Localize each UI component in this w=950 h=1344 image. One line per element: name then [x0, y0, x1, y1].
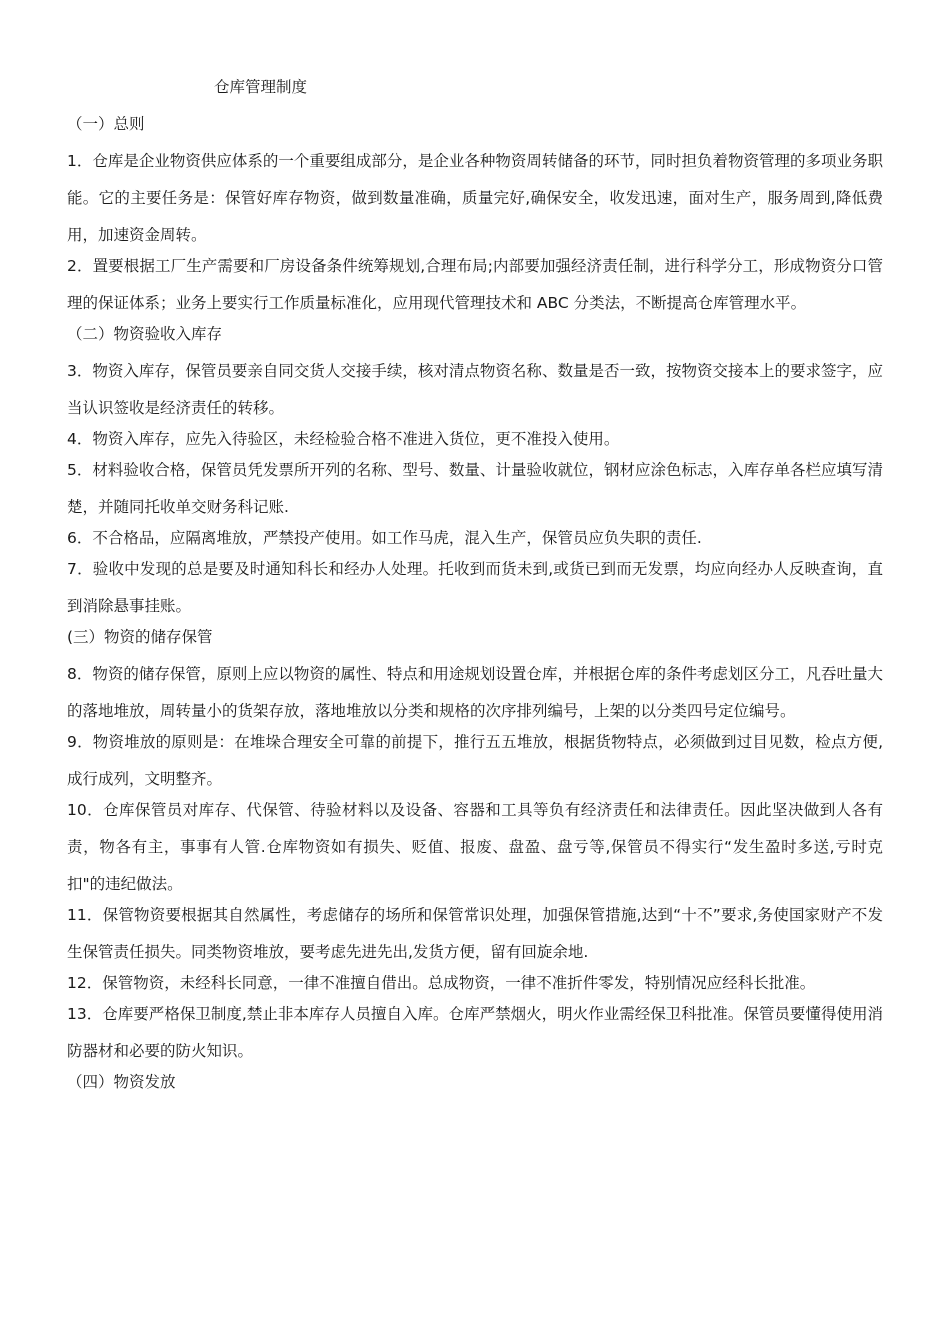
document-body: [67, 112, 883, 1107]
paragraph: 5．材料验收合格，保管员凭发票所开列的名称、型号、数量、计量验收就位，钢材应涂色标志，入库存单各栏应填写清楚，并随同托收单交财务科记账.: [67, 461, 883, 516]
paragraph: 1．仓库是企业物资供应体系的一个重要组成部分，是企业各种物资周转储备的环节，同时担负着物资管理的多项业务职能。它的主要任务是：保管好库存物资，做到数量准确，质量完好,确保安全，收发迅速，面对生产，服务周到,降低费用，加速资金周转。: [67, 152, 883, 244]
section-heading: （二）物资验收入库存: [67, 325, 223, 343]
paragraph: 8．物资的储存保管，原则上应以物资的属性、特点和用途规划设置仓库，并根据仓库的条件考虑划区分工，凡吞吐量大的落地堆放，周转量小的货架存放，落地堆放以分类和规格的次序排列编号，上架的以分类四号定位编号。: [67, 665, 883, 720]
paragraph: 9．物资堆放的原则是：在堆垛合理安全可靠的前提下，推行五五堆放，根据货物特点，必须做到过目见数，检点方便,成行成列，文明整齐。: [67, 733, 883, 788]
paragraph: 13．仓库要严格保卫制度,禁止非本库存人员擅自入库。仓库严禁烟火，明火作业需经保卫科批准。保管员要懂得使用消防器材和必要的防火知识。: [67, 1005, 883, 1060]
paragraph: 3．物资入库存，保管员要亲自同交货人交接手续，核对清点物资名称、数量是否一致，按物资交接本上的要求签字，应当认识签收是经济责任的转移。: [67, 362, 883, 417]
section-heading: （四）物资发放: [67, 1073, 176, 1091]
paragraph: 11．保管物资要根据其自然属性，考虑储存的场所和保管常识处理，加强保管措施,达到“十不”要求,务使国家财产不发生保管责任损失。同类物资堆放，要考虑先进先出,发货方便，留有回旋余地.: [67, 906, 883, 961]
paragraph: 4．物资入库存，应先入待验区，未经检验合格不准进入货位，更不准投入使用。: [67, 430, 620, 448]
document-title: 仓库管理制度: [214, 78, 308, 96]
paragraph: 12．保管物资，未经科长同意，一律不准擅自借出。总成物资，一律不准折件零发，特别情况应经科长批准。: [67, 974, 816, 992]
section-heading: (三）物资的储存保管: [67, 628, 213, 646]
paragraph: 2．置要根据工厂生产需要和厂房设备条件统筹规划,合理布局;内部要加强经济责任制，进行科学分工，形成物资分口管理的保证体系；业务上要实行工作质量标准化，应用现代管理技术和 ABC 分类法，不断提高仓库管理水平。: [67, 257, 883, 312]
paragraph: 7．验收中发现的总是要及时通知科长和经办人处理。托收到而货未到,或货已到而无发票，均应向经办人反映查询，直到消除悬事挂账。: [67, 560, 883, 615]
paragraph: 6．不合格品，应隔离堆放，严禁投产使用。如工作马虎，混入生产，保管员应负失职的责任.: [67, 529, 702, 547]
section-heading: （一）总则: [67, 115, 145, 133]
paragraph: 10．仓库保管员对库存、代保管、待验材料以及设备、容器和工具等负有经济责任和法律责任。因此坚决做到人各有责，物各有主，事事有人管.仓库物资如有损失、贬值、报废、盘盈、盘亏等,保管员不得实行“发生盈时多送,亏时克扣"的违纪做法。: [67, 801, 883, 893]
